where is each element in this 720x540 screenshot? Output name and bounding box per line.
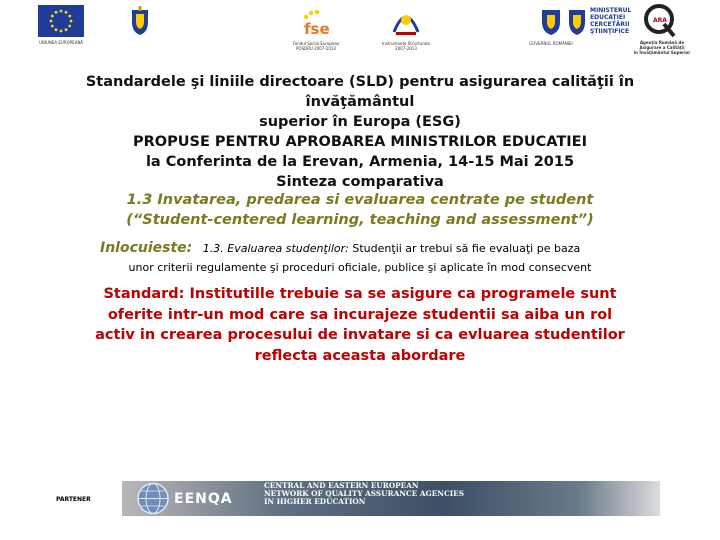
instrumente-structurale-logo	[390, 6, 422, 38]
enqa-description: CENTRAL AND EASTERN EUROPEAN NETWORK OF QUALITY ASSURANCE AGENCIES IN HIGHER EDUCATION	[264, 481, 465, 507]
aracis-q-logo	[640, 2, 678, 38]
subtitle-line: 1.3 Invatarea, predarea si evaluarea centrate pe student	[126, 192, 594, 208]
title-line: Standardele şi liniile directoare (SLD) pentru asigurarea calităţii în învăţământul	[85, 74, 635, 110]
coat-of-arms-icon	[128, 6, 152, 36]
fse-logo	[298, 8, 334, 38]
aracis-caption: Agenţia Română de Asigurare a Calităţii în Învăţământul Superior	[633, 40, 691, 55]
government-coat-of-arms-icon	[538, 6, 564, 36]
is-caption: Instrumente Structurale 2007-2013	[382, 41, 430, 51]
fse-caption: Fondul Social European POSDRU 2007-2013	[292, 41, 340, 51]
standard-line: oferite intr-un mod care sa incurajeze studentii sa aiba un rol	[107, 306, 613, 323]
enqa-banner	[122, 481, 660, 516]
partner-label: PARTENER	[56, 496, 91, 503]
document-title	[40, 72, 680, 192]
ministry-coat-of-arms-icon	[566, 6, 588, 36]
section-subtitle	[40, 190, 680, 230]
standard-text	[40, 284, 680, 366]
replaces-italic-heading: 1.3. Evaluarea studenţilor:	[202, 242, 349, 255]
enqa-name: EENQA	[174, 491, 233, 507]
replaces-line-1	[100, 238, 640, 259]
title-line: PROPUSE PENTRU APROBAREA MINISTRILOR EDUCATIEI	[133, 134, 587, 150]
standard-line: reflecta aceasta abordare	[254, 347, 466, 364]
eu-caption: UNIUNEA EUROPEANĂ	[38, 40, 84, 45]
government-caption: GUVERNUL ROMÂNIEI	[529, 41, 573, 46]
standard-line: activ in crearea procesului de invatare si ca evluarea studentilor	[95, 327, 625, 343]
title-line: superior în Europa (ESG)	[259, 114, 461, 130]
replaces-note	[100, 238, 640, 259]
eu-flag-logo	[38, 5, 84, 37]
replaces-line-2: unor criterii regulamente şi proceduri oficiale, publice şi aplicate în mod consecvent	[128, 261, 592, 274]
title-line: la Conferinta de la Erevan, Armenia, 14-15 Mai 2015	[145, 154, 575, 170]
subtitle-line: (“Student-centered learning, teaching and assessment”)	[126, 212, 594, 228]
standard-line: Standard: Institutille trebuie sa se asigure ca programele sunt	[103, 286, 617, 302]
svg-text:ARA: ARA	[653, 17, 667, 24]
replaces-text: Studenţii ar trebui să fie evaluaţi pe baza	[348, 242, 581, 255]
replaces-keyword: Inlocuieste:	[100, 240, 193, 256]
svg-text:fse: fse	[304, 20, 330, 38]
logo-bar	[0, 0, 720, 68]
title-line: Sinteza comparativa	[276, 174, 444, 190]
ministry-name: MINISTERUL EDUCAŢIEI CERCETĂRII ŞTIINŢIFICE	[590, 7, 632, 35]
globe-icon	[136, 482, 170, 515]
